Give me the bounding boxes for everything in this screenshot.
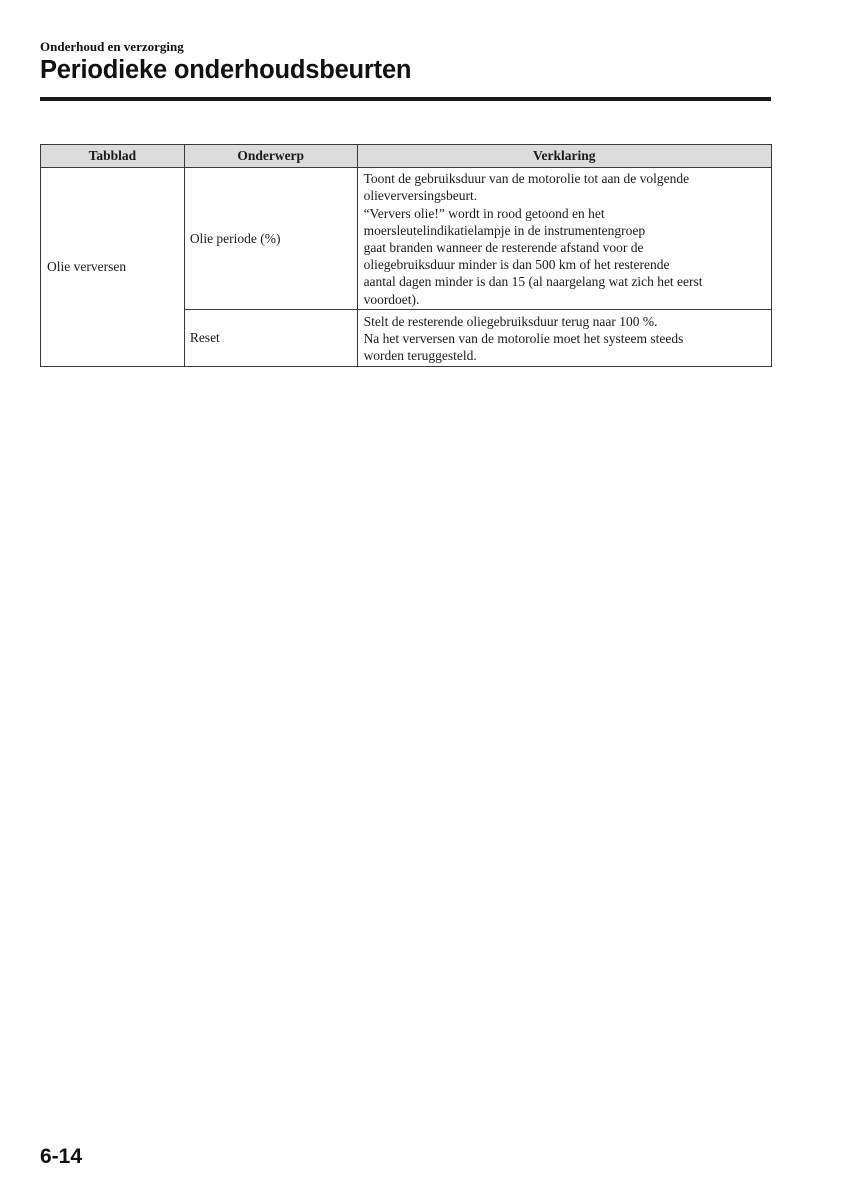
page-title: Periodieke onderhoudsbeurten xyxy=(40,56,412,84)
description-line: Toont de gebruiksduur van de motorolie tot aan de volgende xyxy=(363,171,690,187)
description-line: moersleutelindikatielampje in de instrumentengroep xyxy=(363,222,646,238)
description-line: gaat branden wanneer de resterende afstand voor de xyxy=(363,240,644,255)
description-cell xyxy=(357,310,771,367)
tab-cell: Olie verversen xyxy=(41,168,185,367)
column-header-tabblad: Tabblad xyxy=(41,145,185,168)
column-header-verklaring: Verklaring xyxy=(357,145,771,168)
description-line: Stelt de resterende oliegebruiksduur terug naar 100 %. xyxy=(363,313,658,329)
description-line: aantal dagen minder is dan 15 (al naargelang wat zich het eerst xyxy=(363,274,703,290)
description-line: worden teruggesteld. xyxy=(363,348,477,364)
topic-cell: Olie periode (%) xyxy=(184,168,357,310)
table-header-row xyxy=(41,145,772,168)
title-divider xyxy=(40,97,771,101)
description-line: Na het verversen van de motorolie moet het systeem steeds xyxy=(363,330,684,346)
page-number: 6-14 xyxy=(40,1145,83,1168)
description-line: oliegebruiksduur minder is dan 500 km of het resterende xyxy=(363,257,670,273)
info-table xyxy=(40,144,772,367)
table-row xyxy=(41,168,772,310)
description-line: “Ververs olie!” wordt in rood getoond en het xyxy=(363,205,605,221)
description-line: voordoet). xyxy=(363,291,420,307)
description-cell xyxy=(357,168,771,310)
description-line: olieverversingsbeurt. xyxy=(363,188,478,204)
column-header-onderwerp: Onderwerp xyxy=(184,145,357,168)
section-label: Onderhoud en verzorging xyxy=(40,39,184,54)
topic-cell: Reset xyxy=(184,310,357,367)
